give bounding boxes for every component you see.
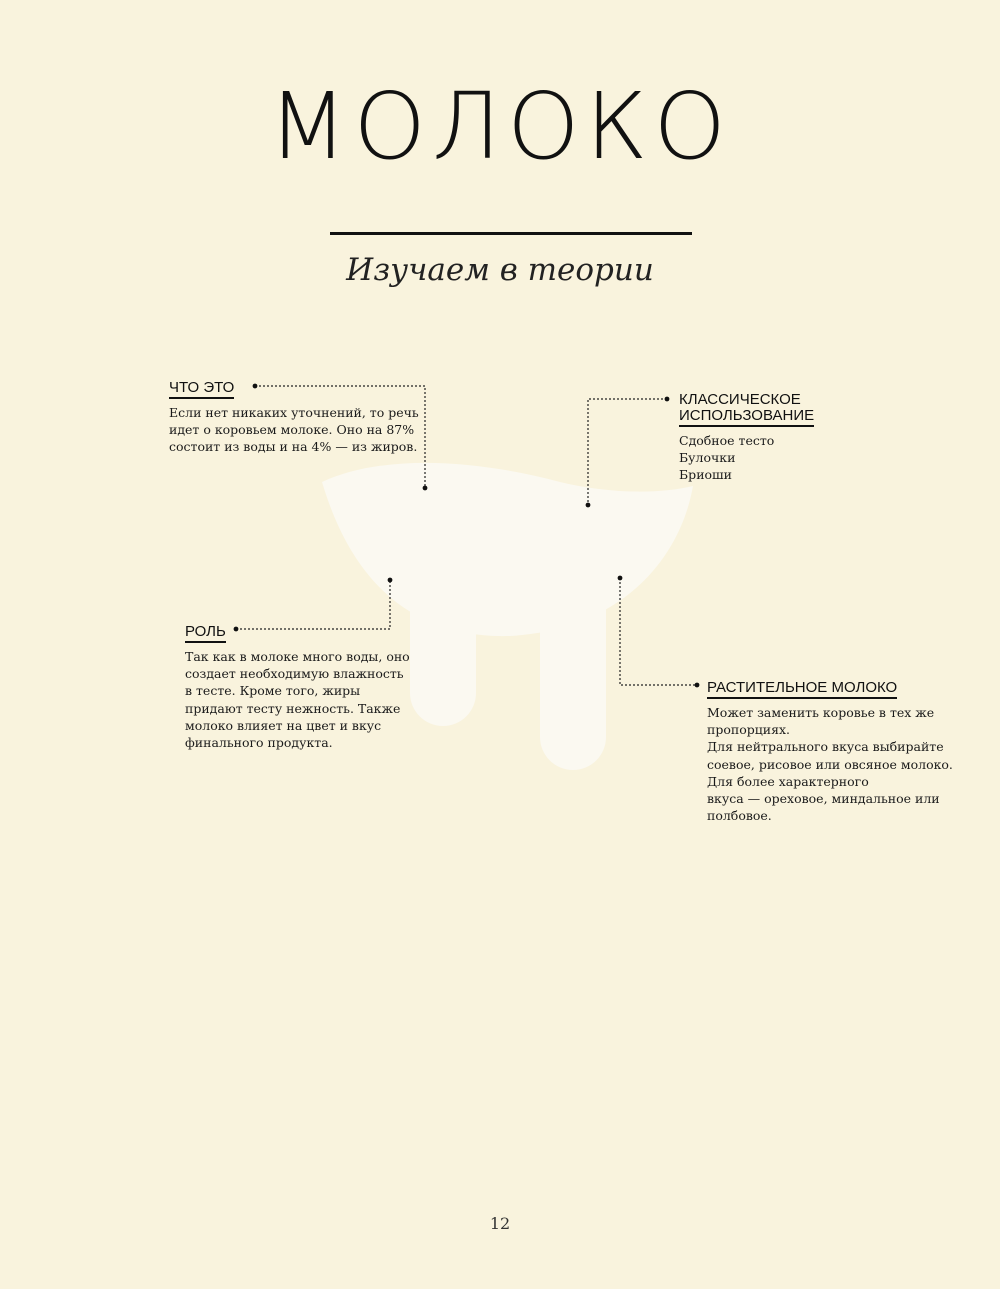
list-item: Булочки xyxy=(679,450,736,466)
section-role-text xyxy=(185,648,410,751)
heading-line: ИСПОЛЬЗОВАНИЕ xyxy=(679,407,815,424)
section-classic-heading xyxy=(679,392,814,427)
text-line: Если нет никаких уточнений, то речь xyxy=(169,405,419,420)
section-what xyxy=(169,377,419,456)
text-line: Для нейтрального вкуса выбирайте xyxy=(707,739,944,755)
text-line: пропорциях. xyxy=(707,722,790,738)
section-what-heading: ЧТО ЭТО xyxy=(169,380,234,399)
page-title: МОЛОКО xyxy=(268,73,732,180)
section-role-heading: РОЛЬ xyxy=(185,624,226,643)
list-item: Бриоши xyxy=(679,467,732,483)
text-line: создает необходимую влажность xyxy=(185,666,404,682)
section-plant xyxy=(707,677,953,824)
text-line: Для более характерного xyxy=(707,773,869,789)
text-line: финального продукта. xyxy=(185,735,333,751)
section-plant-heading: РАСТИТЕЛЬНОЕ МОЛОКО xyxy=(707,680,897,699)
text-line: состоит из воды и на 4% — из жиров. xyxy=(169,439,418,455)
text-line: соевое, рисовое или овсяное молоко. xyxy=(707,756,953,772)
text-line: придают тесту нежность. Также xyxy=(185,700,401,716)
text-line: молоко влияет на цвет и вкус xyxy=(185,717,382,733)
section-plant-text xyxy=(707,704,953,824)
list-item: Сдобное тесто xyxy=(679,433,775,448)
page-subtitle: Изучаем в теории xyxy=(346,252,654,288)
text-line: Так как в молоке много воды, оно xyxy=(185,649,410,664)
section-classic xyxy=(679,392,814,484)
text-line: полбовое. xyxy=(707,808,772,824)
section-classic-list xyxy=(679,432,814,484)
heading-line: КЛАССИЧЕСКОЕ xyxy=(679,391,801,408)
section-role xyxy=(185,621,410,751)
section-what-text xyxy=(169,404,419,456)
page-number: 12 xyxy=(489,1214,511,1233)
text-line: в тесте. Кроме того, жиры xyxy=(185,683,361,699)
text-line: Может заменить коровье в тех же xyxy=(707,705,935,720)
text-line: вкуса — ореховое, миндальное или xyxy=(707,791,940,807)
text-line: идет о коровьем молоке. Оно на 87% xyxy=(169,422,415,438)
